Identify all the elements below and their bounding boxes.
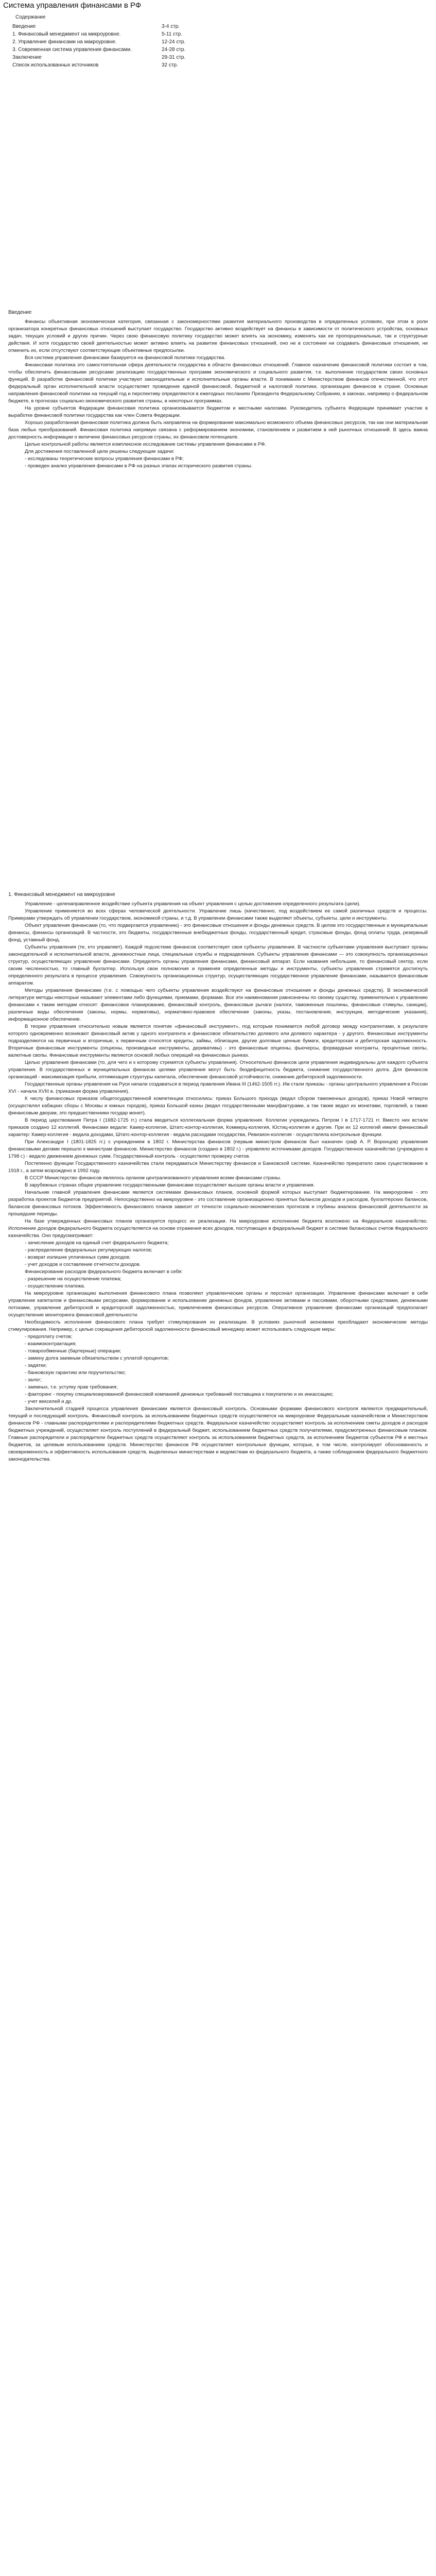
paragraph: В период царствования Петра I (1682-1725 гг.) стала вводиться коллегиальная форма управления. Коллегии учреждались Петром I в 1717-1721 гг. Вместо них встали приказов создано 12 коллегий. Финансами ведали: Камер-коллегия, Штатс-контор-коллегия, Коммерц-коллегия, Юстиц-коллегия и другие. При их 12 коллегий имели финансовый характер: Камер-коллегия - ведала доходами, Штатс-контор-коллегия - ведала расходами государства, Ревизион-коллегия - осуществляла контрольные функции. — [8, 1117, 428, 1138]
paragraph: На уровне субъектов Федерации финансовая политика организовывается бюджетом и местными налогами. Руководитель субъекта Федерации принимает участие в выработке финансовой политики государства как член Совета Федерации. — [8, 405, 428, 418]
paragraph: Объект управления финансами (то, что подвергается управлению) - это финансовые отношения и фонды денежных средств. В целом это государственные и муниципальные финансы, финансы организаций. В частности, это бюджеты, государственные внебюджетные фонды, государственный кредит, страховые фонды, фонд оплаты труда, резервный фонд, уставный фонд. — [8, 923, 428, 943]
section-heading: Введение — [8, 310, 32, 315]
paragraph: В зарубежных странах общее управление государственными финансами осуществляет высшие органы власти и управления. — [25, 1182, 315, 1188]
paragraph: - исследованы теоретические вопросы управления финансами в РФ; — [25, 456, 184, 462]
chapter-1-section — [8, 891, 428, 1463]
section-body — [8, 901, 428, 1463]
paragraph: Постепенно функции Государственного казначейства стали передаваться Министерству финансов и Банковской системе. Казначейство прекратило свою существование в 1918 г., а затем возрождено в 1992 году. — [8, 1161, 428, 1174]
paragraph: - предоплату счетов; — [25, 1334, 73, 1340]
paragraph: Финансирование расходов федерального бюджета включает в себя: — [25, 1269, 183, 1275]
toc-item-label: Введение — [12, 24, 36, 29]
paragraph: - зачисление доходов на единый счет федерального бюджета; — [25, 1240, 169, 1246]
toc-item-label: Заключение — [12, 55, 42, 60]
toc-item-chapter-1[interactable] — [12, 30, 198, 38]
paragraph: - товарообменные (бартерные) операции; — [25, 1348, 121, 1354]
paragraph: Субъекты управления (те, кто управляет). Каждой подсистеме финансов соответствует своя субъекты управления. В частности субъектами управления выступают органы законодательной и исполнительной власти, денежностные лица, специальные службы и подразделения. Субъекты управления финансами — это совокупность организационных структур, осуществляющих управление финансами. Определить органы управления финансами, финансовый аппарат. Если названия небольшие, то финансовый сектор, если своим численностью, то главный бухгалтер. Используя свои полномочия и применяя определенные методы и инструменты, субъекты управления стремятся достигнуть определенного результата в процессе управления. Совокупность организационных структур, осуществляющих государственное управление финансами, называется финансовым аппаратом. — [8, 944, 428, 986]
paragraph: Финансы объективная экономическая категория, связанная с закономерностями развития материального производства в определенных условиях, при этом в роли организатора конкретных финансовых отношений выступает государство. Государство активно воздействует на финансы в зависимости от политического устройства, основных задач, текущих условий и других причин. Через свою финансовую политику государство может влиять на экономику, изменять как ее пропорциональные, так и структурные действия. И хотя государство своей деятельностью может активно влиять на развитие финансовых отношений, оно не в состоянии ни создавать финансовые отношения, ни отменить их, если отсутствуют соответствующие объективные предпосылки. — [8, 319, 428, 353]
toc-item-page: 29-31 стр. — [162, 55, 186, 60]
paragraph: - взаимоконтрактация; — [25, 1341, 77, 1347]
toc-item-page: 12-24 стр. — [162, 39, 186, 45]
paragraph: Вся система управления финансами базируется на финансовой политике государства. — [25, 355, 226, 361]
paragraph: - проведен анализ управления финансами в РФ на разных этапах исторического развития страны. — [25, 463, 253, 469]
paragraph: - учет векселей и др. — [25, 1399, 73, 1404]
paragraph: - залог; — [25, 1377, 42, 1383]
paragraph: Начальник главной управления финансами является системами финансовых планов, основной формой которых выступает бюджетирование. На микроуровне - это разработка проектов бюджетов предприятий. Непосредственно на микроуровне - это составление организационно принятых балансов доходов и расходов, бухгалтерских балансов, балансов финансовых потоков. Эффективность финансового планов зависит от точности социально-экономических прогнозов и глубины анализа финансовой деятельности за прошедшие периоды. — [8, 1190, 428, 1217]
paragraph: На базе утвержденных финансовых планов организуется процесс их реализации. На микроуровне исполнение бюджета возложено на Федеральное казначейство. Исполнение доходов федерального бюджета осуществляется на основе отражения всех доходов, поступающих в федеральный бюджет в системе балансовых счетов Федерального казначейства. Оно предусматривает: — [8, 1218, 428, 1239]
toc-item-chapter-2[interactable] — [12, 38, 198, 46]
toc-item-introduction[interactable] — [12, 23, 198, 30]
toc-item-page: 32 стр. — [162, 62, 178, 68]
paragraph: Хорошо разработанная финансовая политика должна быть направлена на формирование максимально возможного объема финансовых ресурсов, так как они материальная база любых преобразований. Финансовая политика напрямую связана с реформированием экономики, становлением и развитием в ней рыночных отношений. В здесь важна достоверность информации о величине финансовых ресурсов страны, их финансовом потенциале. — [8, 420, 428, 440]
paragraph: Для достижения поставленной цели решены следующие задачи: — [25, 449, 175, 454]
toc-item-label: Список использованных источников — [12, 62, 99, 68]
paragraph: Методы управления финансами (т.е. с помощью чего субъекты управления воздействуют на финансовые отношения и фонды денежных средств). В экономической литературе методы некоторые называют элементами либо функциями, приемами, формами. Все эти наименования равнозначны по своему существу, применительно к управлению финансами к таким методам относят: финансовое планирование, финансовый контроль, финансовые рычаги (налоги, таможенные пошлины, финансовые стимулы, санкции), различные виды обеспечения (законы, нормы, нормативы), нормативно-правовое обеспечение (законы, указы, постановления, инструкции, методические указания), информационное обеспечение. — [8, 988, 428, 1022]
paragraph: В теории управления относительно новым является понятие «финансовый инструмент», под которым понимается любой договор между контрагентами, в результате которого одновременно возникают финансовый актив у одного контрагента и финансовое обязательство долевого или долевого характера - у другого. Финансовые инструменты подразделяются на первичные и вторичные, к первичным относятся кредиты, займы, облигации, другие долговые ценные бумаги, кредиторская и дебиторская задолженность. Вторичные финансовые инструменты (опционы, производные инструменты, деривативы) - это финансовые опционы, фьючерсы, форвардные контракты, процентные свопы, валютные свопы. Финансовые инструменты являются основой любых операций на финансовых рынках. — [8, 1024, 428, 1058]
toc-item-label: 2. Управление финансами на макроуровне. — [12, 39, 117, 45]
paragraph: - распределение федеральных регулирующих налогов; — [25, 1247, 152, 1253]
paragraph: - задатки; — [25, 1363, 47, 1368]
paragraph: К числу финансовых приказов общегосударственной компетенции относились: приказ Большого прихода (ведал сбором таможенных доходов), приказ Новой четверти (осуществлял кабацких сборы с Москвы и южных городов), приказ Большой казны (ведал государственными мануфактурами, а так также ведал их монетами, торговлей, а также финансовым дворам, это предшественники государ монет). — [8, 1096, 428, 1116]
toc-item-references[interactable] — [12, 61, 198, 69]
section-heading: 1. Финансовый менеджмент на микроуровне — [8, 892, 115, 897]
toc-item-page: 5-11 стр. — [162, 31, 182, 37]
paragraph: - заемных, т.е. уступку прав требования; — [25, 1384, 118, 1390]
paragraph: На микроуровне организацию выполнения финансового плана позволяют управленческие органы и персонал организации. Управление финансами включает в себя управление капиталом и финансовыми ресурсами, формирование и использование денежных фондов, управление активами и пассивами, оборотными средствами, денежными потоками, управление дебиторской и кредиторской задолженностью, привлечением финансовых ресурсов. Оперативное управление финансами организаций предполагает осуществление мониторинга финансовой деятельности. — [8, 1291, 428, 1318]
paragraph: При Александре I (1801-1825 гг.) с учреждением в 1802 г. Министерства финансов (первым министром финансов был назначен граф А. Р. Воронцов) управления финансовыми делами перешло к министрам финансов. Министерство финансов (создано в 1802 г.) - управляло источниками доходов. Государственное казначейство (учреждено в 1798 г.) - ведало движением денежных сумм. Государственный контроль - осуществлял проверку счетов. — [8, 1139, 428, 1159]
toc-rows — [12, 23, 198, 69]
introduction-section — [8, 309, 428, 470]
paragraph: - разрешение на осуществление платежа; — [25, 1276, 122, 1282]
paragraph: Целью контрольной работы является комплексное исследование системы управления финансами в РФ. — [25, 442, 267, 447]
paragraph: Целью управления финансами (то, для чего и к которому стремятся субъекты управления). Относительно финансов цели управления индивидуальны для каждого субъекта управления. В государственных и муниципальных финансах целями управления могут быть: бездефицитность бюджета, снижение государственного долга. Для финансов организаций - максимизация прибыли, оптимизация структуры капитала, обеспечение финансовой устойчивости, снижение дебиторской задолженности. — [8, 1060, 428, 1080]
toc-item-label: 1. Финансовый менеджмент на микроуровне. — [12, 31, 121, 37]
paragraph: Государственные органы управления на Руси начали создаваться в период правления Ивана III (1462-1505 гг.). Им стали приказы - органы центрального управления в России XVI - начала XVIII в. (приказная форма управления). — [8, 1081, 428, 1094]
paragraph: Управление применяется во всех сферах человеческой деятельности. Управление лишь (качественно, под воздействием ее самой различных средств и процессы. Примерами утверждать об управлении государством, экономикой страны, и т.д. В управлении финансами также выделяют объекты, субъекты, цели и инструменты. — [8, 908, 428, 921]
toc-item-page: 3-4 стр. — [162, 24, 180, 29]
paragraph: - учет доходов и составление отчетности доходов. — [25, 1262, 141, 1267]
toc-item-page: 24-28 стр. — [162, 47, 186, 53]
document-title: Система управления финансами в РФ — [3, 1, 142, 10]
section-body — [8, 318, 428, 470]
paragraph: - возврат излишне уплаченных сумм доходов; — [25, 1255, 131, 1260]
toc-item-conclusion[interactable] — [12, 54, 198, 61]
table-of-contents — [12, 13, 198, 69]
paragraph: - замену долга заемным обязательством с уплатой процентов; — [25, 1355, 169, 1361]
toc-item-label: 3. Современная система управления финансами. — [12, 47, 132, 53]
paragraph: Финансовая политика это самостоятельная сфера деятельности государства в области финансовых отношений. Главное назначение финансовой политики состоит в том, чтобы обеспечить финансовыми ресурсами реализацию государственных программ экономического и социального развития, т.е. выполнение государством своих основных функций. В разработке финансовой политики участвуют законодательные и исполнительные органы власти. В понимании с Министерством финансов отечественной, что этот федеральный орган исполнительной власти осуществляет проведение единой финансовой, бюджетной и налоговой политики, организацию финансов в стране. Основные направления финансовой политики на текущий год и перспективу определяются в ежегодных посланиях Президента Федеральному Собранию, в законах, например о федеральном бюджете, в прогнозах социально-экономического развития страны, в некоторых программах. — [8, 362, 428, 404]
paragraph: Заключительной стадией процесса управления финансами является финансовый контроль. Основными формами финансового контроля являются предварительный, текущий и последующий контроль. Финансовый контроль за использованием бюджетных средств осуществляется на микроуровне Федеральным казначейством и Министерством финансов РФ - главными распорядителями и распорядителями бюджетных средств. Федеральное казначейство осуществляет контроль за исполнением сметы доходов и расходов бюджетных учреждений, осуществляет контроль поступлений в федеральный бюджет, использованием бюджетных средств получателями, предусмотренных финансовым планом. Главные распорядители и распорядители бюджетных средств осуществляют контроль за использованием бюджетных средств, за исполнением бюджетов субъектов РФ и местных бюджетов, за целевым использованием средств. Министерство финансов РФ осуществляет контрольные функции, которые, в том числе, контролирует обоснованность и своевременность и эффективность использования средств, выделенных министерствам и ведомствам из федерального бюджета, а также соблюдением федерального бюджетного законодательства. — [8, 1406, 428, 1462]
paragraph: Управление - целенаправленное воздействие субъекта управления на объект управления с целью достижения определенного результата (цели). — [25, 901, 361, 907]
toc-heading: Содержание — [15, 14, 46, 20]
paragraph: - осуществление платежа. — [25, 1283, 85, 1289]
paragraph: - банковскую гарантию или поручительство; — [25, 1370, 126, 1376]
paragraph: Необходимость исполнения финансового плана требует стимулирования их реализации. В условиях рыночной экономики преобладают экономические методы стимулирования. Например, с целью сокращения дебиторской задолженности финансовый менеджер может использовать следующие меры: — [8, 1319, 428, 1332]
paragraph: В СССР Министерство финансов являлось органом централизованного управления всеми финансами страны. — [25, 1175, 282, 1181]
toc-item-chapter-3[interactable] — [12, 46, 198, 54]
paragraph: - факторинг - покупку специализированной финансовой компанией денежных требований поставщика к покупателю и их инкассацию; — [25, 1392, 334, 1397]
